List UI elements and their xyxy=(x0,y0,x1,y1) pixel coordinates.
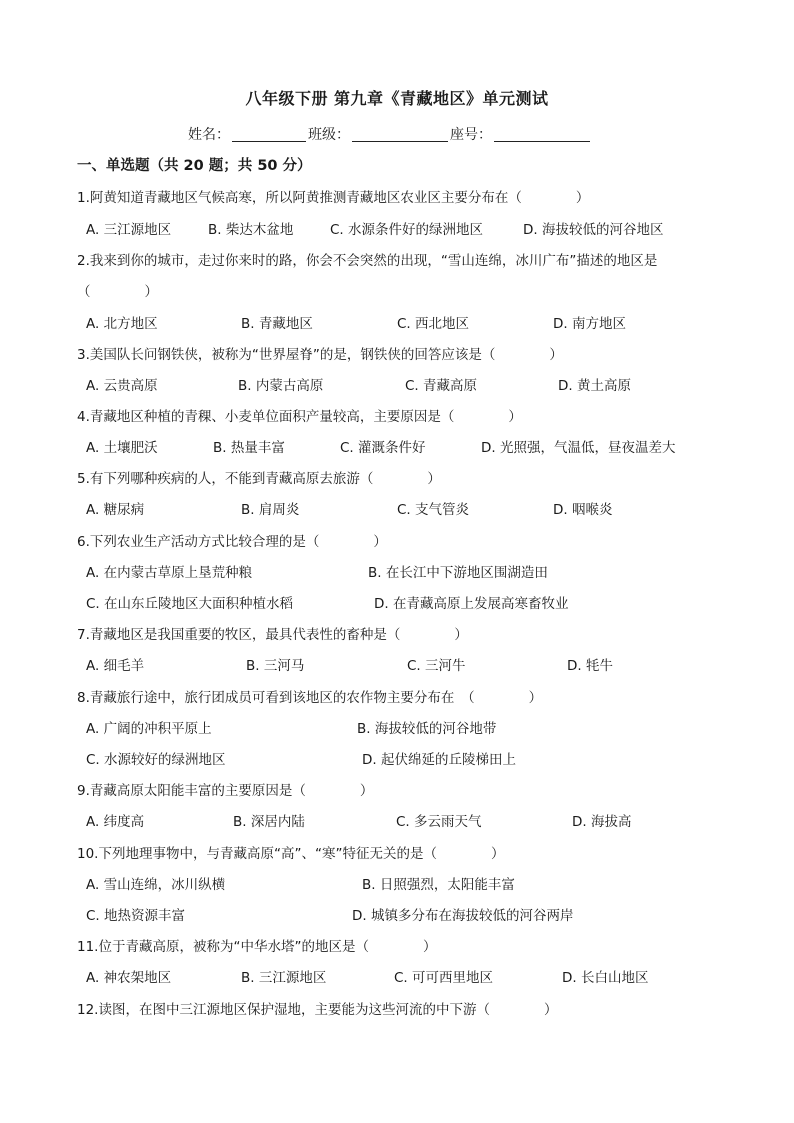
options-q8-row1 xyxy=(86,717,746,737)
seat-label: 座号： xyxy=(450,127,492,143)
question-12: 12.读图，在图中三江源地区保护湿地，主要能为这些河流的中下游（ ） xyxy=(77,1002,558,1018)
option-d[interactable]: D. 咽喉炎 xyxy=(553,502,613,518)
options-q11 xyxy=(86,966,746,986)
option-a[interactable]: A. 云贵高原 xyxy=(86,378,158,394)
question-7: 7.青藏地区是我国重要的牧区，最具代表性的畜种是（ ） xyxy=(77,627,468,643)
options-q2 xyxy=(86,312,746,332)
option-d[interactable]: D. 黄土高原 xyxy=(558,378,631,394)
option-a[interactable]: A. 三江源地区 xyxy=(86,222,172,238)
question-6: 6.下列农业生产活动方式比较合理的是（ ） xyxy=(77,534,387,550)
option-c[interactable]: C. 灌溉条件好 xyxy=(340,440,426,456)
option-b[interactable]: B. 青藏地区 xyxy=(241,316,313,332)
options-q10-row2 xyxy=(86,904,746,924)
question-5: 5.有下列哪种疾病的人，不能到青藏高原去旅游（ ） xyxy=(77,471,441,487)
options-q3 xyxy=(86,374,746,394)
option-a[interactable]: A. 神农架地区 xyxy=(86,970,172,986)
options-q6-row1 xyxy=(86,561,746,581)
section-heading: 一、单选题（共 20 题；共 50 分） xyxy=(77,158,312,174)
option-b[interactable]: B. 在长江中下游地区围湖造田 xyxy=(368,565,548,581)
option-d[interactable]: D. 在青藏高原上发展高寒畜牧业 xyxy=(374,596,569,612)
options-q10-row1 xyxy=(86,873,746,893)
option-b[interactable]: B. 海拔较低的河谷地带 xyxy=(357,721,497,737)
option-b[interactable]: B. 肩周炎 xyxy=(241,502,300,518)
page-title: 八年级下册 第九章《青藏地区》单元测试 xyxy=(245,89,549,108)
class-blank[interactable] xyxy=(352,127,448,142)
option-a[interactable]: A. 北方地区 xyxy=(86,316,158,332)
options-q9 xyxy=(86,810,746,830)
option-a[interactable]: A. 细毛羊 xyxy=(86,658,145,674)
option-c[interactable]: C. 在山东丘陵地区大面积种植水稻 xyxy=(86,596,294,612)
question-4: 4.青藏地区种植的青稞、小麦单位面积产量较高，主要原因是（ ） xyxy=(77,409,522,425)
option-d[interactable]: D. 南方地区 xyxy=(553,316,626,332)
option-a[interactable]: A. 雪山连绵，冰川纵横 xyxy=(86,877,226,893)
student-info-row xyxy=(188,124,592,144)
options-q6-row2 xyxy=(86,592,746,612)
question-3: 3.美国队长问钢铁侠，被称为“世界屋脊”的是，钢铁侠的回答应该是（ ） xyxy=(77,347,563,363)
option-b[interactable]: B. 三江源地区 xyxy=(241,970,327,986)
option-d[interactable]: D. 海拔较低的河谷地区 xyxy=(523,222,664,238)
question-8: 8.青藏旅行途中，旅行团成员可看到该地区的农作物主要分布在 （ ） xyxy=(77,690,543,706)
seat-blank[interactable] xyxy=(494,127,590,142)
option-d[interactable]: D. 海拔高 xyxy=(572,814,632,830)
option-c[interactable]: C. 支气管炎 xyxy=(397,502,470,518)
option-b[interactable]: B. 柴达木盆地 xyxy=(208,222,294,238)
option-d[interactable]: D. 牦牛 xyxy=(567,658,613,674)
option-c[interactable]: C. 可可西里地区 xyxy=(394,970,494,986)
option-a[interactable]: A. 土壤肥沃 xyxy=(86,440,158,456)
question-11: 11.位于青藏高原，被称为“中华水塔”的地区是（ ） xyxy=(77,939,437,955)
option-c[interactable]: C. 水源较好的绿洲地区 xyxy=(86,752,226,768)
option-a[interactable]: A. 糖尿病 xyxy=(86,502,145,518)
question-2-paren: （ ） xyxy=(77,284,158,300)
options-q8-row2 xyxy=(86,748,746,768)
option-c[interactable]: C. 水源条件好的绿洲地区 xyxy=(330,222,484,238)
options-q4 xyxy=(86,436,746,456)
option-a[interactable]: A. 在内蒙古草原上垦荒种粮 xyxy=(86,565,253,581)
option-b[interactable]: B. 内蒙古高原 xyxy=(238,378,324,394)
class-label: 班级： xyxy=(308,127,350,143)
question-10: 10.下列地理事物中，与青藏高原“高”、“寒”特征无关的是（ ） xyxy=(77,846,505,862)
option-c[interactable]: C. 西北地区 xyxy=(397,316,470,332)
options-q7 xyxy=(86,654,746,674)
option-a[interactable]: A. 纬度高 xyxy=(86,814,145,830)
option-c[interactable]: C. 地热资源丰富 xyxy=(86,908,186,924)
option-b[interactable]: B. 深居内陆 xyxy=(233,814,305,830)
option-d[interactable]: D. 光照强，气温低，昼夜温差大 xyxy=(481,440,676,456)
option-d[interactable]: D. 起伏绵延的丘陵梯田上 xyxy=(362,752,516,768)
option-b[interactable]: B. 三河马 xyxy=(246,658,305,674)
option-c[interactable]: C. 青藏高原 xyxy=(405,378,478,394)
options-q1 xyxy=(86,218,746,238)
options-q5 xyxy=(86,498,746,518)
option-b[interactable]: B. 热量丰富 xyxy=(213,440,285,456)
question-2: 2.我来到你的城市，走过你来时的路，你会不会突然的出现，“雪山连绵，冰川广布”描述的地区是 xyxy=(77,253,658,269)
name-label: 姓名： xyxy=(188,127,230,143)
name-blank[interactable] xyxy=(232,127,306,142)
option-d[interactable]: D. 长白山地区 xyxy=(562,970,649,986)
option-c[interactable]: C. 多云雨天气 xyxy=(396,814,482,830)
option-d[interactable]: D. 城镇多分布在海拔较低的河谷两岸 xyxy=(352,908,574,924)
option-c[interactable]: C. 三河牛 xyxy=(407,658,466,674)
question-9: 9.青藏高原太阳能丰富的主要原因是（ ） xyxy=(77,783,374,799)
option-b[interactable]: B. 日照强烈，太阳能丰富 xyxy=(362,877,515,893)
question-1: 1.阿黄知道青藏地区气候高寒，所以阿黄推测青藏地区农业区主要分布在（ ） xyxy=(77,190,590,206)
option-a[interactable]: A. 广阔的冲积平原上 xyxy=(86,721,212,737)
